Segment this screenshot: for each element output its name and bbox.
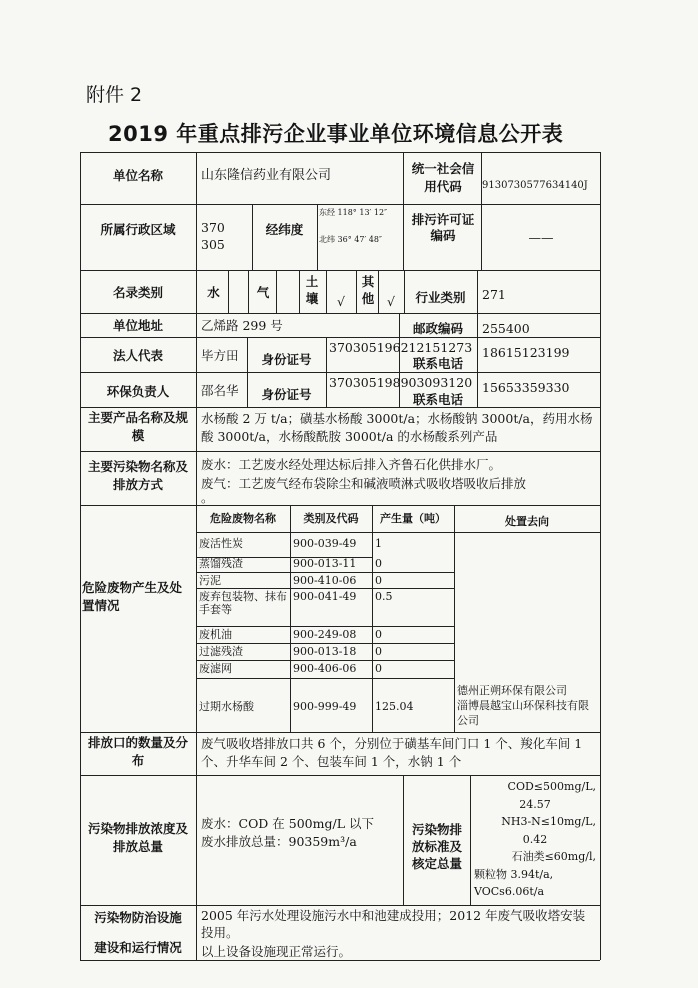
region-value: 370 305 [201, 220, 225, 252]
pollutants-label: 主要污染物名称及排放方式 [87, 459, 188, 492]
category-soil-mark: √ [337, 294, 345, 309]
unit-name-label: 单位名称 [112, 168, 163, 183]
permit-value: —— [528, 230, 554, 245]
legal-phone-value: 18615123199 [482, 345, 570, 360]
credit-code-value: 9130730577634140J [482, 180, 588, 191]
hw-row-qty: 0 [375, 645, 382, 658]
latitude-value: 北纬 36° 47′ 48″ [319, 235, 382, 244]
hw-row-code: 900-999-49 [293, 700, 357, 713]
hw-row-name: 废滤网 [199, 662, 232, 675]
industry-value: 271 [482, 287, 506, 302]
hazardous-label: 危险废物产生及处置情况 [82, 580, 183, 613]
region-label: 所属行政区域 [100, 222, 176, 237]
standard-line: NH3-N≤10mg/L, [501, 815, 596, 828]
hw-row-name: 废活性炭 [199, 537, 243, 550]
hw-row-qty: 0.5 [375, 590, 393, 603]
standard-line: 颗粒物 3.94t/a, [474, 867, 554, 881]
pollutants-end: 。 [201, 490, 214, 505]
facilities-value: 2005 年污水处理设施污水中和池建成投用；2012 年废气吸收塔安装投用。 [201, 908, 586, 940]
legal-id-label: 身份证号 [261, 352, 312, 367]
hw-row-code: 900-013-11 [293, 557, 357, 570]
hw-row-code: 900-039-49 [293, 537, 357, 550]
hw-row-name: 污泥 [199, 574, 221, 587]
postcode-value: 255400 [482, 321, 530, 336]
standard-line: 0.42 [522, 832, 548, 846]
page-title: 2019 年重点排污企业事业单位环境信息公开表 [108, 122, 564, 146]
facilities-label: 污染物防治设施 [94, 910, 182, 925]
outlets-label: 排放口的数量及分布 [87, 735, 188, 769]
hw-disposal-2: 淄博晨越宝山环保科技有限公司 [457, 699, 589, 728]
hw-row-code: 900-406-06 [293, 662, 357, 675]
lnglat-label: 经纬度 [265, 222, 304, 237]
hw-row-qty: 0 [375, 557, 382, 570]
hw-row-name: 废机油 [199, 628, 232, 641]
address-value: 乙烯路 299 号 [201, 318, 283, 333]
concentration-1: 废水：COD 在 500mg/L 以下 [201, 816, 374, 831]
hw-header-qty: 产生量（吨） [380, 512, 446, 525]
category-soil: 土壤 [305, 274, 319, 306]
industry-label: 行业类别 [415, 290, 466, 305]
hw-row-qty: 1 [375, 537, 382, 550]
hw-header-name: 危险废物名称 [210, 512, 276, 525]
products-label: 主要产品名称及规模 [87, 410, 188, 443]
hw-row-code: 900-041-49 [293, 590, 357, 603]
hw-row-name: 废弃包装物、抹布手套等 [199, 590, 287, 617]
products-value: 水杨酸 2 万 t/a；磺基水杨酸 3000t/a；水杨酸钠 3000t/a，药用水杨酸 3000t/a，水杨酸酰胺 3000t/a 的水杨酸系列产品 [201, 411, 593, 444]
hw-row-qty: 0 [375, 628, 382, 641]
legal-id-value: 370305196212151273 [329, 340, 473, 355]
outlets-value: 废气吸收塔排放口共 6 个，分别位于磺基车间门口 1 个、羧化车间 1 个、升华车间 2 个、包装车间 1 个，水钠 1 个 [201, 736, 583, 770]
pollutants-water: 废水：工艺废水经处理达标后排入齐鲁石化供排水厂。 [201, 457, 502, 472]
hw-row-code: 900-013-18 [293, 645, 357, 658]
address-label: 单位地址 [112, 318, 163, 333]
category-water: 水 [207, 285, 220, 300]
env-id-value: 370305198903093120 [329, 375, 473, 390]
env-phone-value: 15653359330 [482, 380, 570, 395]
hw-row-name: 过期水杨酸 [199, 700, 254, 713]
hw-row-name: 过滤残渣 [199, 645, 243, 658]
hw-row-code: 900-410-06 [293, 574, 357, 587]
hw-row-code: 900-249-08 [293, 628, 357, 641]
standard-label: 污染物排放标准及核定总量 [411, 822, 462, 871]
concentration-label: 污染物排放浓度及排放总量 [87, 821, 188, 854]
operation-value: 以上设备设施现正常运行。 [201, 944, 352, 959]
standard-line: 石油类≤60mg/l, [511, 850, 596, 863]
legal-phone-label: 联系电话 [412, 356, 463, 371]
category-label: 名录类别 [112, 285, 163, 300]
standard-line: 24.57 [519, 797, 551, 811]
standard-line: COD≤500mg/L, [507, 780, 596, 793]
env-person-value: 邵名华 [201, 383, 239, 398]
postcode-label: 邮政编码 [412, 321, 463, 336]
unit-name-value: 山东隆信药业有限公司 [201, 168, 332, 183]
attachment-label: 附件 2 [86, 84, 143, 106]
hw-row-qty: 0 [375, 662, 382, 675]
hw-row-qty: 0 [375, 574, 382, 587]
hw-disposal-1: 德州正朔环保有限公司 [457, 684, 567, 697]
env-phone-label: 联系电话 [412, 392, 463, 407]
operation-label: 建设和运行情况 [94, 940, 182, 955]
credit-code-label: 统一社会信用代码 [411, 161, 475, 195]
hw-row-qty: 125.04 [375, 700, 414, 713]
legal-rep-label: 法人代表 [112, 348, 163, 363]
category-air: 气 [256, 285, 270, 300]
permit-label: 排污许可证编码 [411, 212, 475, 244]
env-id-label: 身份证号 [261, 387, 312, 402]
category-other: 其他 [361, 274, 375, 306]
category-other-mark: √ [387, 294, 395, 309]
hw-header-code: 类别及代码 [303, 512, 359, 525]
hw-row-name: 蒸馏残渣 [199, 557, 243, 570]
standard-line: VOCs6.06t/a [474, 885, 545, 898]
legal-rep-value: 毕方田 [201, 348, 239, 363]
hw-header-disposal: 处置去向 [505, 515, 549, 528]
pollutants-gas: 废气：工艺废气经布袋除尘和碱液喷淋式吸收塔吸收后排放 [201, 476, 527, 491]
concentration-2: 废水排放总量：90359m³/a [201, 834, 357, 849]
longitude-value: 东经 118° 13′ 12″ [319, 208, 388, 217]
env-person-label: 环保负责人 [106, 384, 170, 399]
